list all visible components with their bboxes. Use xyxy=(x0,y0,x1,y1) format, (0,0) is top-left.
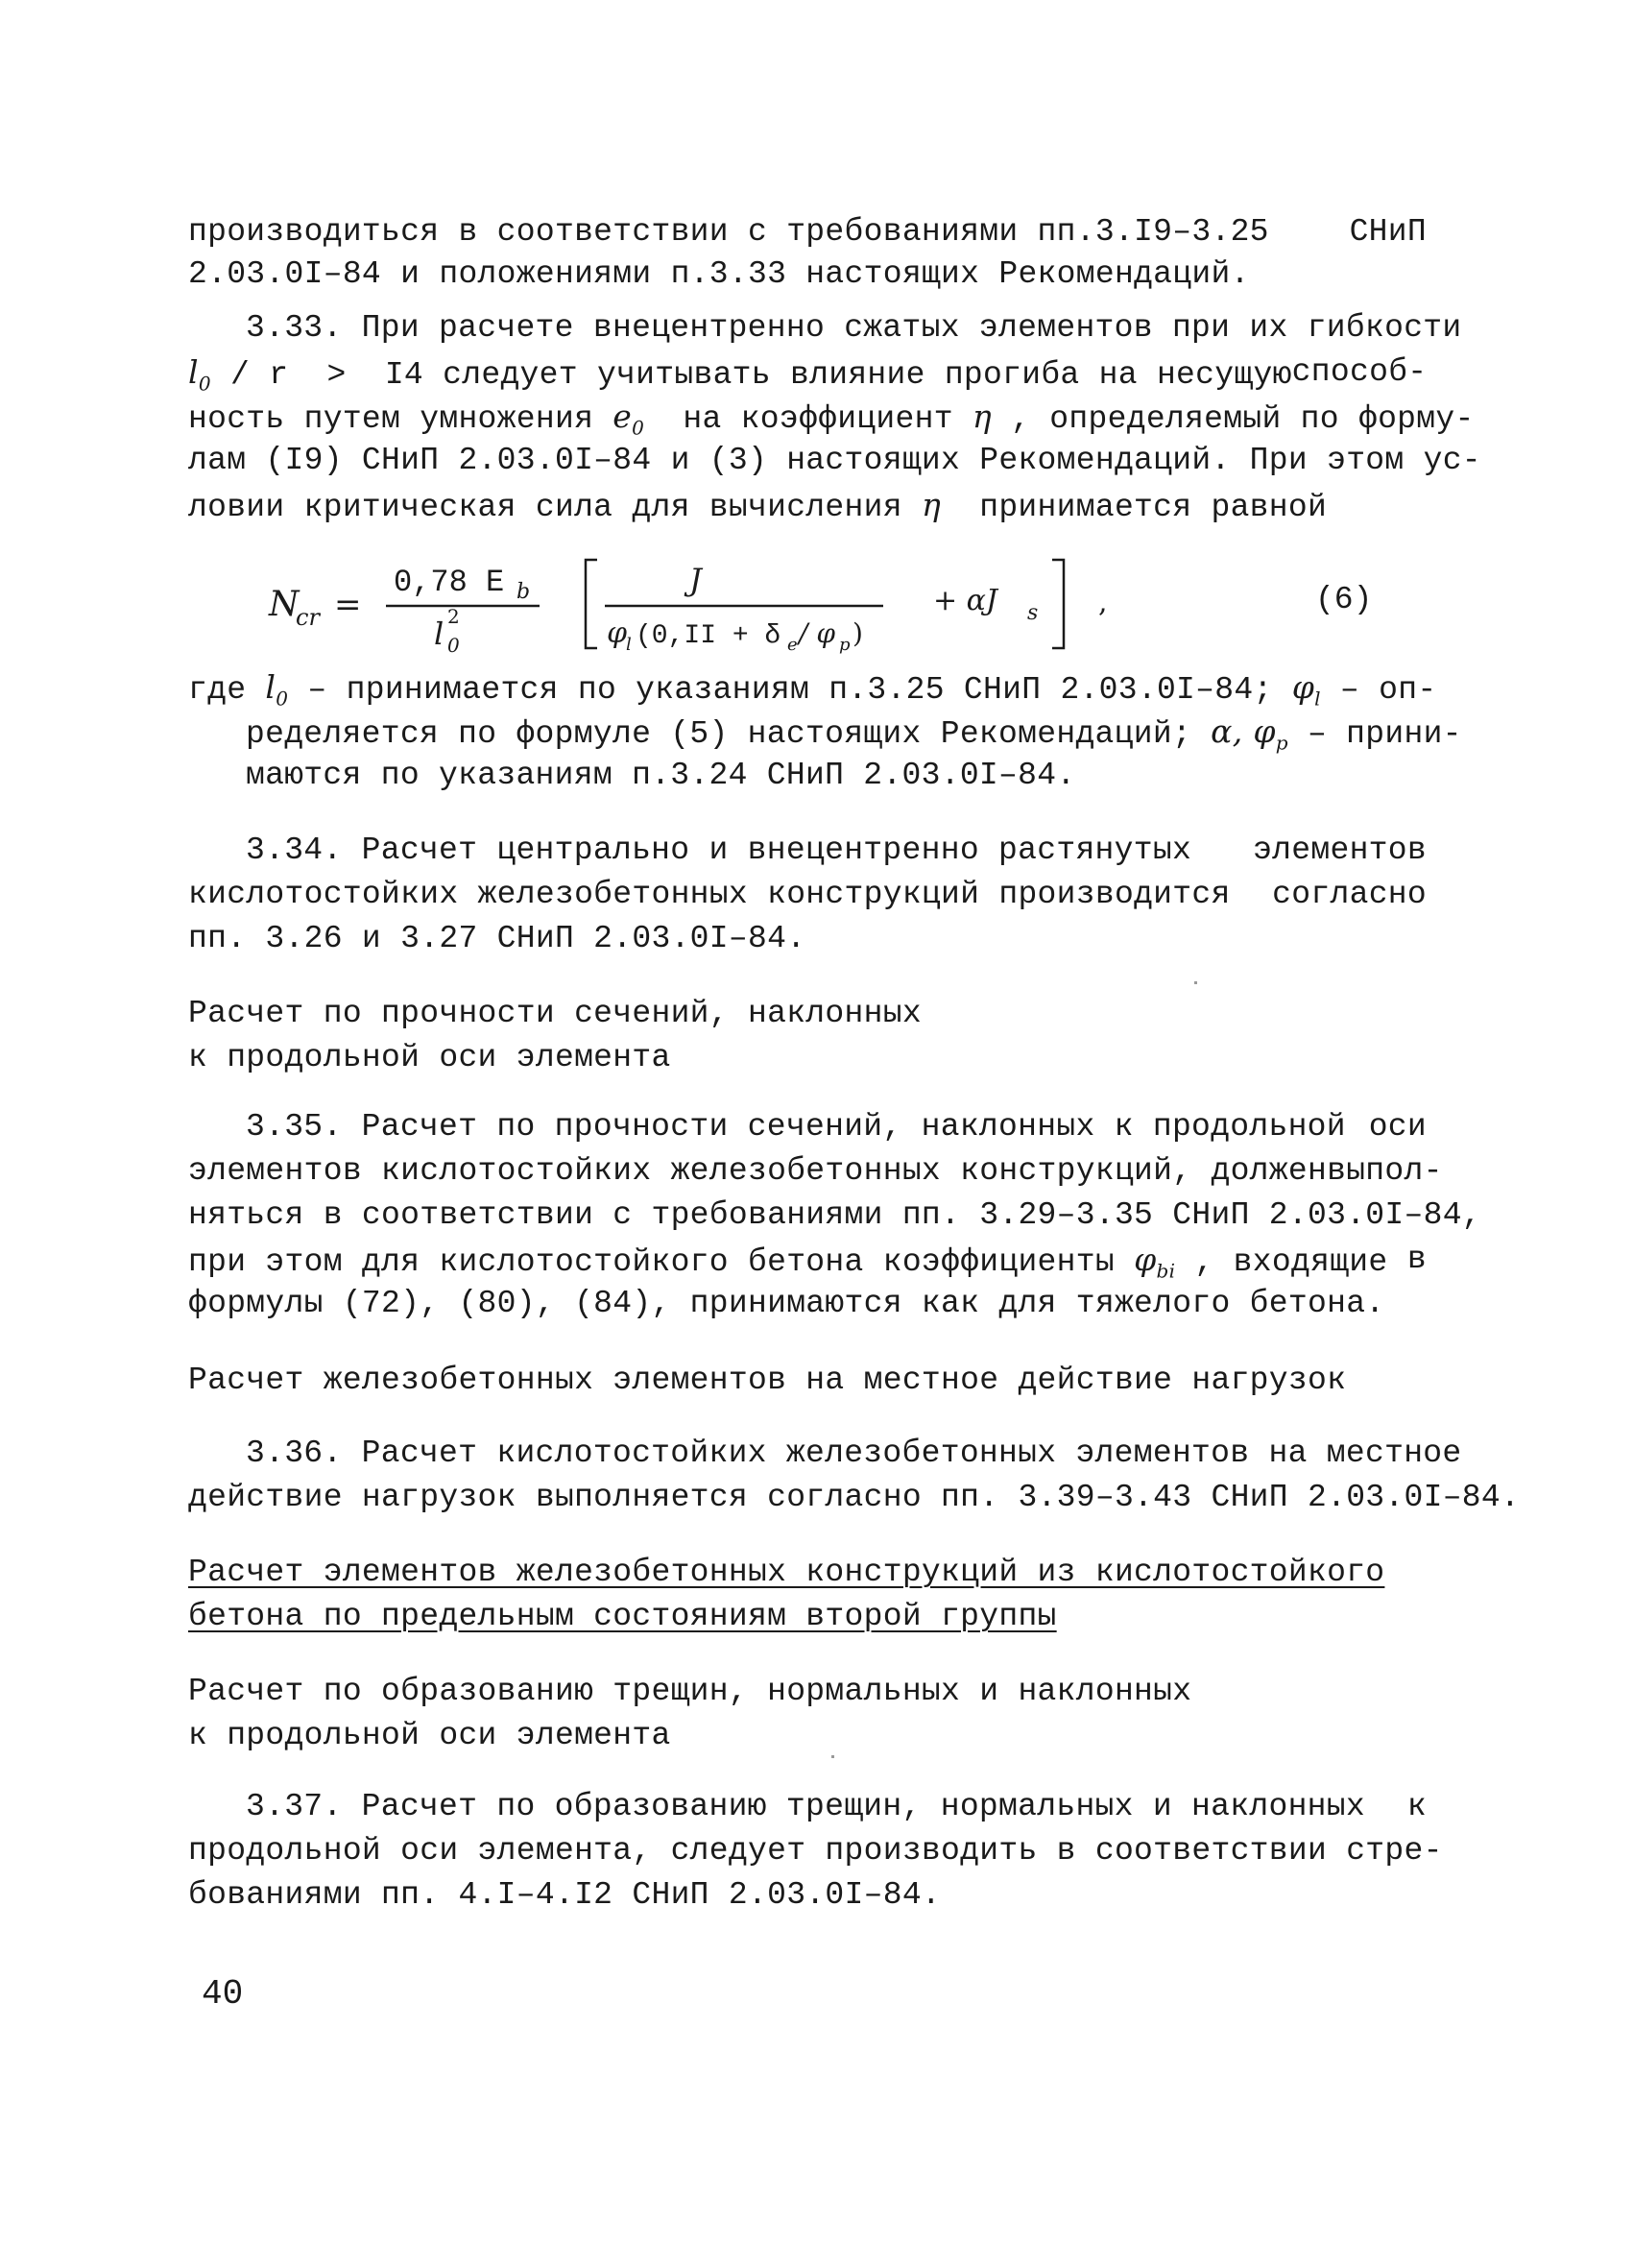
text-fragment: ределяется по формуле (5) настоящих Рекомендаций; xyxy=(246,716,1212,752)
text-line: 2.03.0I–84 и положениями п.3.33 настоящих Рекомендаций. xyxy=(188,256,1250,292)
paragraph-3-35-line xyxy=(246,1106,1427,1148)
formula-denominator-sup: 2 xyxy=(447,605,460,628)
section-heading: к продольной оси элемента xyxy=(188,1040,671,1075)
text-fragment: где xyxy=(188,672,266,708)
text-fragment: при этом для кислотостойкого бетона коэффициенты xyxy=(188,1244,1135,1280)
text-line: лам (I9) СНиП 2.03.0I–84 и (3) настоящих Рекомендаций. При этом ус- xyxy=(188,443,1481,478)
text-fragment: продольной оси элемента, следует производить в соответствии с xyxy=(188,1833,1366,1869)
right-bracket xyxy=(1052,560,1064,648)
formula-comma: , xyxy=(1098,586,1108,619)
subscript: bi xyxy=(1156,1259,1176,1283)
text-fragment: , определяемый по форму- xyxy=(992,401,1475,437)
text-fragment: СНиП xyxy=(1349,214,1427,250)
text-line: няться в соответствии с требованиями пп. 3.29–3.35 СНиП 2.03.0I–84, xyxy=(188,1197,1481,1233)
symbol-phi: φ xyxy=(1291,668,1315,706)
text-fragment: 3.35. Расчет по прочности сечений, наклонных к продольной xyxy=(246,1109,1346,1145)
text-line: пп. 3.26 и 3.27 СНиП 2.03.0I–84. xyxy=(188,921,806,956)
text-fragment: производиться в соответствии с требованиями пп.3.I9–3.25 xyxy=(188,214,1269,250)
text-fragment: – принимается по указаниям п.3.25 СНиП 2.03.0I–84; xyxy=(288,672,1292,708)
inner-numerator: J xyxy=(689,562,702,598)
inner-den-a: φ xyxy=(607,616,628,650)
paragraph-3-37-line xyxy=(246,1786,1427,1828)
text-line xyxy=(188,1150,1443,1193)
section-heading: Расчет по прочности сечений, наклонных xyxy=(188,996,922,1031)
text-fragment: оси xyxy=(1368,1109,1427,1145)
text-line xyxy=(188,484,1327,529)
subscript: 0 xyxy=(198,372,211,396)
text-line: формулы (72), (80), (84), принимаются как для тяжелого бетона. xyxy=(188,1286,1385,1321)
symbol-phi: φ xyxy=(1134,1241,1157,1278)
symbol-l0: l xyxy=(188,353,199,391)
section-heading: Расчет железобетонных элементов на местное действие нагрузок xyxy=(188,1363,1347,1398)
text-fragment: ность путем умножения xyxy=(188,401,613,437)
section-heading: к продольной оси элемента xyxy=(188,1718,671,1753)
text-fragment: принимается равной xyxy=(941,490,1328,525)
paragraph-3-34-line xyxy=(246,830,1427,872)
text-fragment: к xyxy=(1406,1789,1427,1824)
underlined-heading: бетона по предельным состояниям второй группы xyxy=(188,1599,1057,1634)
text-fragment: тре- xyxy=(1365,1833,1443,1869)
formula-eq: = xyxy=(334,586,362,624)
formula-number: (6) xyxy=(1315,582,1373,617)
subscript: l xyxy=(1314,687,1321,711)
inner-den-c: / φ xyxy=(799,617,835,649)
text-fragment: 3.34. Расчет центрально и внецентренно растянутых xyxy=(246,832,1192,868)
text-fragment: – оп- xyxy=(1320,672,1437,708)
symbol-eta: η xyxy=(921,486,942,523)
formula-denominator-sub: 0 xyxy=(447,634,460,657)
symbol-alpha-phi: α, φ xyxy=(1211,712,1276,750)
left-bracket xyxy=(586,560,597,648)
paragraph-3-36-line: 3.36. Расчет кислотостойких железобетонных элементов на местное xyxy=(246,1436,1462,1471)
formula-denominator: l xyxy=(434,615,444,652)
text-line xyxy=(188,211,1427,253)
formula-numerator-sub: b xyxy=(516,580,531,604)
text-line: бованиями пп. 4.I–4.I2 СНиП 2.03.0I–84. xyxy=(188,1877,942,1913)
formula-plus-sub: s xyxy=(1027,601,1039,625)
inner-den-c-sub: p xyxy=(839,635,851,655)
formula-lhs: N xyxy=(269,585,300,624)
text-line: действие нагрузок выполняется согласно пп. 3.39–3.43 СНиП 2.03.0I–84. xyxy=(188,1480,1521,1515)
symbol-e0: e xyxy=(612,398,633,435)
text-fragment: элементов xyxy=(1253,832,1427,868)
text-fragment: на коэффициент xyxy=(644,401,973,437)
formula-plus-term: + αJ xyxy=(933,584,997,617)
formula-6 xyxy=(259,552,1430,658)
text-fragment: кислотостойких железобетонных конструкций производится xyxy=(188,877,1231,912)
text-line xyxy=(188,874,1427,916)
subscript: 0 xyxy=(276,687,289,711)
text-fragment: способ- xyxy=(1291,354,1428,390)
subscript: p xyxy=(1275,731,1288,755)
text-fragment: , входящие xyxy=(1175,1244,1388,1280)
text-fragment: – прини- xyxy=(1287,716,1462,752)
paragraph-3-33-line: 3.33. При расчете внецентренно сжатых элементов при их гибкости xyxy=(246,310,1462,346)
text-line: маются по указаниям п.3.24 СНиП 2.03.0I–84. xyxy=(246,758,1076,793)
inner-den-b-sub: e xyxy=(787,635,798,655)
text-line xyxy=(188,1830,1443,1872)
text-fragment: ловии критическая сила для вычисления xyxy=(188,490,922,525)
section-heading: Расчет по образованию трещин, нормальных и наклонных xyxy=(188,1674,1192,1709)
formula-numerator: 0,78 E xyxy=(394,565,505,600)
inner-den-a-sub: l xyxy=(626,635,632,655)
scan-speck xyxy=(1194,981,1197,984)
text-fragment: элементов кислотостойких железобетонных конструкций, должен xyxy=(188,1153,1328,1189)
subscript: 0 xyxy=(632,416,645,440)
text-fragment: согласно xyxy=(1272,877,1427,912)
text-fragment: 3.37. Расчет по образованию трещин, нормальных и наклонных xyxy=(246,1789,1365,1824)
symbol-l0: l xyxy=(265,668,276,706)
symbol-eta: η xyxy=(972,398,992,435)
text-fragment: в xyxy=(1406,1242,1427,1277)
inner-den-b: (0,II + δ xyxy=(636,621,781,651)
text-fragment: / r > I4 следует учитывать влияние прогиба на несущую xyxy=(210,357,1292,393)
inner-den-d: ) xyxy=(853,617,863,649)
scan-speck xyxy=(831,1755,834,1758)
formula-lhs-sub: cr xyxy=(296,604,320,631)
underlined-heading: Расчет элементов железобетонных конструкций из кислотостойкого xyxy=(188,1555,1385,1590)
text-fragment: выпол- xyxy=(1327,1153,1443,1189)
page-number: 40 xyxy=(202,1974,244,2014)
